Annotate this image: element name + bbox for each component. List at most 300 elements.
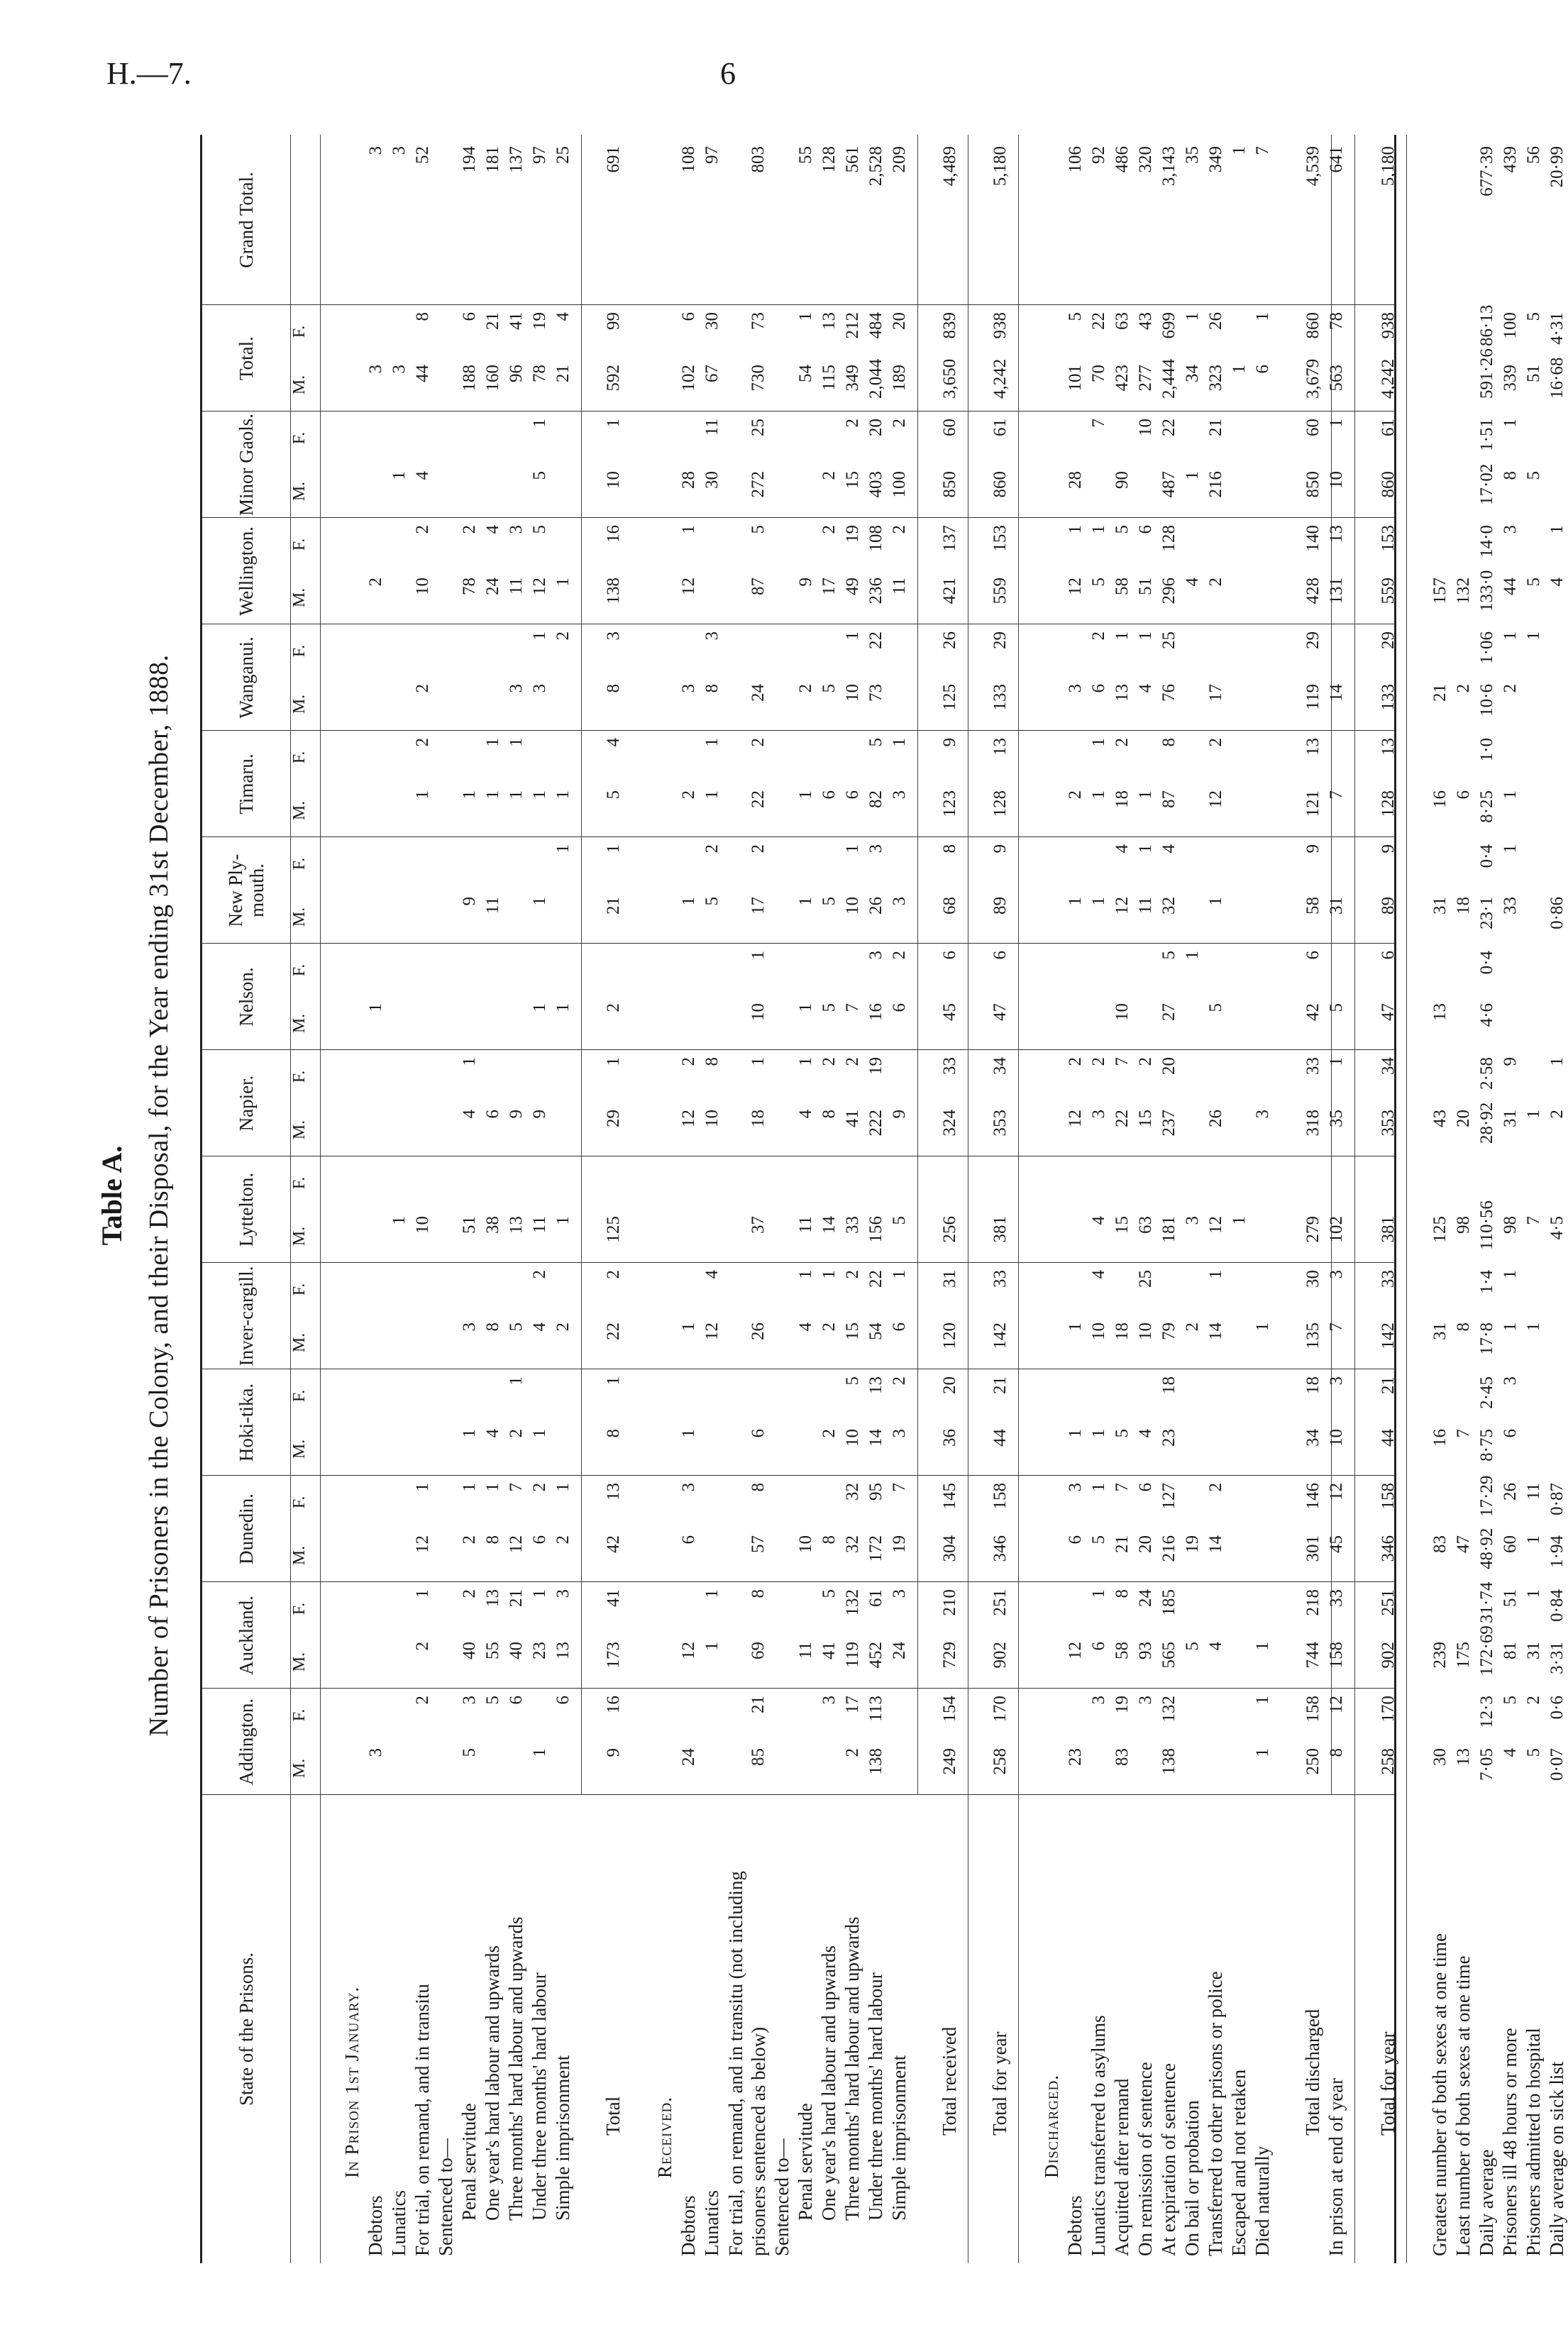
table-cell: 2 (1089, 631, 1108, 641)
table-cell: 4 (1136, 684, 1155, 693)
table-cell: 16 (604, 1696, 623, 1713)
table-cell: 20 (1136, 1535, 1155, 1553)
table-cell: 1 (1230, 146, 1249, 155)
table-cell: 7 (1253, 146, 1272, 155)
table-cell: 1 (1547, 525, 1567, 534)
table-cell: 2 (679, 790, 698, 800)
table-cell: 6 (483, 1110, 502, 1119)
table-cell: 2 (749, 738, 768, 747)
table-cell: 13 (1430, 1003, 1450, 1021)
table-cell: 93 (1136, 1642, 1155, 1659)
table-cell: 102 (679, 365, 698, 392)
table-cell: 677·39 (1477, 146, 1496, 197)
table-cell: 1 (1206, 1270, 1225, 1279)
table-cell: 81 (1501, 1642, 1520, 1659)
table-cell: 1 (1253, 312, 1272, 321)
table-cell: 98 (1454, 1216, 1473, 1234)
table-cell: 11 (1136, 897, 1155, 915)
table-cell: 135 (1303, 1322, 1323, 1349)
table-cell: 1 (1501, 790, 1520, 800)
table-cell: 1 (1501, 419, 1520, 428)
table-cell: 4 (1501, 1748, 1520, 1757)
female-subheader: F. (290, 1496, 309, 1509)
table-cell: 2 (890, 419, 909, 428)
table-cell: 25 (1159, 631, 1178, 649)
table-cell: 5 (1524, 1748, 1543, 1757)
table-cell: 10 (843, 897, 862, 915)
table-cell: 13 (866, 1376, 885, 1394)
sex-subheader (290, 944, 319, 1050)
row-label: Under three months' hard labour (865, 1972, 886, 2221)
table-cell: 31 (1501, 1110, 1520, 1127)
female-subheader: F. (290, 644, 309, 658)
table-cell: 1 (553, 578, 573, 587)
table-cell: 51 (1136, 578, 1155, 595)
table-cell: 181 (1159, 1216, 1178, 1243)
table-cell: 121 (1303, 790, 1323, 817)
table-cell: 97 (702, 146, 722, 164)
table-cell: 1 (1501, 1270, 1520, 1279)
table-cell: 2 (1112, 738, 1132, 747)
section-heading: In Prison 1st January. (341, 1986, 363, 2178)
table-cell: 22 (1089, 312, 1108, 330)
table-cell: 487 (1159, 471, 1178, 498)
table-cell: 44 (990, 1429, 1010, 1447)
table-cell: 108 (866, 525, 885, 552)
table-cell: 5 (890, 1216, 909, 1225)
table-cell: 28 (1066, 471, 1085, 489)
female-subheader: F. (290, 431, 309, 445)
table-cell: 5,180 (990, 146, 1010, 187)
table-cell: 0·87 (1547, 1483, 1567, 1515)
table-cell: 1 (483, 738, 502, 747)
table-cell: 8 (483, 1535, 502, 1545)
female-subheader: F. (290, 1389, 309, 1403)
table-cell: 12 (1066, 1110, 1085, 1127)
table-cell: 2 (413, 1696, 432, 1705)
row-label: Transferred to other prisons or police (1205, 1971, 1226, 2256)
table-cell: 18 (1303, 1376, 1323, 1394)
table-cell: 44 (413, 365, 432, 382)
table-cell: 13 (1379, 738, 1398, 756)
table-cell: 25 (749, 419, 768, 436)
table-cell: 82 (866, 790, 885, 808)
table-cell: 237 (1159, 1110, 1178, 1137)
table-cell: 2,044 (866, 358, 885, 399)
table-cell: 3 (366, 365, 385, 374)
table-cell: 272 (749, 471, 768, 498)
table-cell: 5 (749, 525, 768, 534)
table-cell: 68 (940, 897, 959, 915)
table-cell: 8 (940, 844, 959, 854)
table-cell: 1·06 (1477, 631, 1496, 664)
table-cell: 158 (1303, 1696, 1323, 1723)
table-cell: 14 (866, 1429, 885, 1447)
table-cell: 18 (749, 1110, 768, 1127)
row-rule (1018, 135, 1019, 2263)
table-cell: 6 (1501, 1429, 1520, 1438)
table-cell: 102 (1327, 1216, 1346, 1243)
table-cell: 1 (1089, 897, 1108, 906)
table-cell: 1 (530, 790, 549, 800)
table-cell: 33 (1327, 1589, 1346, 1607)
table-cell: 209 (890, 146, 909, 173)
table-cell: 110·56 (1477, 1200, 1496, 1250)
table-cell: 5,180 (1379, 146, 1398, 187)
table-cell: 170 (1379, 1696, 1398, 1723)
table-cell: 860 (1379, 471, 1398, 498)
table-cell: 21 (1112, 1535, 1132, 1553)
table-cell: 33 (1303, 1057, 1323, 1075)
column-header: Lyttelton. (236, 1172, 257, 1247)
table-cell: 212 (843, 312, 862, 339)
row-label: On bail or probation (1181, 2100, 1203, 2256)
table-cell: 70 (1089, 365, 1108, 382)
table-cell: 5 (1327, 1003, 1346, 1012)
table-cell: 1 (1327, 419, 1346, 428)
table-cell: 1 (1112, 631, 1132, 641)
table-cell: 1 (460, 1057, 479, 1066)
table-cell: 132 (1159, 1696, 1178, 1723)
male-subheader: M. (290, 1439, 309, 1459)
table-cell: 6 (819, 790, 839, 800)
table-cell: 6 (679, 312, 698, 321)
row-label: Sentenced to— (771, 2138, 793, 2256)
table-cell: 125 (604, 1216, 623, 1243)
table-cell: 1 (507, 738, 526, 747)
table-cell: 6 (940, 951, 959, 960)
sex-subheader (290, 305, 319, 411)
table-cell: 21 (1430, 684, 1450, 702)
table-cell: 142 (990, 1322, 1010, 1349)
table-cell: 11 (702, 419, 722, 436)
table-cell: 138 (866, 1748, 885, 1775)
table-cell: 12 (1206, 1216, 1225, 1234)
table-cell: 902 (990, 1642, 1010, 1669)
table-cell: 83 (1112, 1748, 1132, 1766)
table-cell: 21 (604, 897, 623, 915)
row-rule (1406, 135, 1407, 2263)
table-cell: 902 (1379, 1642, 1398, 1669)
table-cell: 15 (1136, 1110, 1155, 1127)
table-cell: 3 (1089, 1696, 1108, 1705)
table-cell: 12 (1327, 1696, 1346, 1713)
table-cell: 236 (866, 578, 885, 604)
table-cell: 6 (1089, 684, 1108, 693)
column-header: Total. (236, 336, 257, 380)
table-cell: 10 (1327, 471, 1346, 489)
table-cell: 318 (1303, 1110, 1323, 1137)
table-cell: 10 (1089, 1322, 1108, 1340)
row-label: Prisoners admitted to hospital (1523, 2028, 1544, 2256)
table-cell: 222 (866, 1110, 885, 1137)
table-cell: 2 (460, 1589, 479, 1598)
table-cell: 4,489 (940, 146, 959, 187)
table-cell: 6 (1253, 365, 1272, 374)
table-cell: 10 (413, 1216, 432, 1234)
table-cell: 13 (1303, 738, 1323, 756)
table-cell: 67 (702, 365, 722, 382)
table-cell: 1 (796, 897, 815, 906)
table-cell: 1 (843, 631, 862, 641)
table-cell: 5 (1112, 525, 1132, 534)
table-cell: 79 (1159, 1322, 1178, 1340)
table-cell: 12 (413, 1535, 432, 1553)
table-cell: 1 (460, 790, 479, 800)
table-cell: 803 (749, 146, 768, 173)
table-cell: 7 (843, 1003, 862, 1012)
table-cell: 4,539 (1303, 146, 1323, 187)
table-cell: 691 (604, 146, 623, 173)
table-cell: 296 (1159, 578, 1178, 604)
table-cell: 3 (1501, 1376, 1520, 1386)
table-cell: 320 (1136, 146, 1155, 173)
row-label: Three months' hard labour and upwards (505, 1916, 526, 2221)
table-cell: 30 (1430, 1748, 1450, 1766)
table-cell: 6 (507, 1696, 526, 1705)
table-cell: 47 (990, 1003, 1010, 1021)
table-cell: 591·26 (1477, 348, 1496, 399)
table-cell: 1 (679, 897, 698, 906)
table-cell: 339 (1501, 365, 1520, 392)
table-cell: 2 (553, 1322, 573, 1332)
table-cell: 210 (940, 1589, 959, 1616)
table-cell: 1 (507, 1376, 526, 1386)
table-cell: 301 (1303, 1535, 1323, 1562)
table-cell: 160 (483, 365, 502, 392)
table-cell: 17 (1206, 684, 1225, 702)
table-cell: 23·1 (1477, 897, 1496, 929)
table-cell: 1 (530, 1589, 549, 1598)
table-cell: 2 (553, 631, 573, 641)
table-cell: 9 (1379, 844, 1398, 854)
table-cell: 1 (702, 790, 722, 800)
table-cell: 34 (1183, 365, 1202, 382)
row-label: Debtors (678, 2195, 699, 2256)
table-cell: 1·94 (1547, 1535, 1567, 1568)
table-cell: 125 (940, 684, 959, 711)
table-cell: 10 (1136, 1322, 1155, 1340)
table-cell: 13 (1112, 684, 1132, 702)
table-cell: 8 (749, 1589, 768, 1598)
table-cell: 5 (604, 790, 623, 800)
table-cell: 1 (553, 1003, 573, 1012)
table-cell: 381 (990, 1216, 1010, 1243)
table-cell: 1 (530, 1748, 549, 1757)
table-cell: 63 (1136, 1216, 1155, 1234)
table-cell: 2 (819, 1322, 839, 1332)
table-cell: 4,242 (1379, 358, 1398, 399)
column-rule (202, 1049, 1394, 1050)
table-cell: 15 (843, 1322, 862, 1340)
sex-subheader (290, 518, 319, 624)
table-cell: 13 (604, 1483, 623, 1501)
table-cell: 3 (890, 790, 909, 800)
table-cell: 5 (483, 1696, 502, 1705)
table-cell: 96 (507, 365, 526, 382)
table-cell: 1 (530, 1003, 549, 1012)
table-cell: 353 (1379, 1110, 1398, 1137)
table-cell: 13 (990, 738, 1010, 756)
column-rule (202, 836, 1394, 837)
table-cell: 1 (553, 790, 573, 800)
table-cell: 8 (604, 1429, 623, 1438)
table-cell: 28 (679, 471, 698, 489)
table-cell: 1 (1136, 631, 1155, 641)
table-cell: 30 (702, 471, 722, 489)
table-cell: 1 (1089, 1483, 1108, 1492)
table-cell: 699 (1159, 312, 1178, 339)
table-cell: 41 (604, 1589, 623, 1607)
table-cell: 1 (1136, 790, 1155, 800)
table-cell: 9 (796, 578, 815, 587)
table-cell: 1 (1253, 1322, 1272, 1332)
table-cell: 2 (1501, 684, 1520, 693)
table-cell: 349 (1206, 146, 1225, 173)
table-cell: 3 (366, 146, 385, 155)
table-cell: 8 (819, 1110, 839, 1119)
table-cell: 2 (749, 844, 768, 854)
table-cell: 2 (413, 525, 432, 534)
table-cell: 133 (990, 684, 1010, 711)
table-cell: 131 (1327, 578, 1346, 604)
table-cell: 0·07 (1547, 1748, 1567, 1781)
table-cell: 138 (604, 578, 623, 604)
table-cell: 35 (1183, 146, 1202, 164)
table-cell: 3 (890, 897, 909, 906)
table-cell: 158 (1327, 1642, 1346, 1669)
table-cell: 2 (1066, 1057, 1085, 1066)
table-cell: 4 (460, 1110, 479, 1119)
table-cell: 30 (702, 312, 722, 330)
table-cell: 18 (1112, 790, 1132, 808)
table-caption: Number of Prisoners in the Colony, and their Disposal, for the Year ending 31st December, 1888. (144, 654, 174, 1737)
table-cell: 13 (819, 312, 839, 330)
table-cell: 403 (866, 471, 885, 498)
table-cell: 277 (1136, 365, 1155, 392)
table-cell: 5 (1066, 312, 1085, 321)
sex-subheader (290, 1369, 319, 1476)
table-cell: 45 (940, 1003, 959, 1021)
table-cell: 9 (1501, 1057, 1520, 1066)
table-cell: 2 (413, 738, 432, 747)
table-cell: 58 (1303, 897, 1323, 915)
table-cell: 486 (1112, 146, 1132, 173)
column-header: Grand Total. (236, 172, 257, 268)
table-cell: 5 (1183, 1642, 1202, 1651)
table-cell: 138 (1159, 1748, 1178, 1775)
table-cell: 154 (940, 1696, 959, 1723)
table-cell: 127 (1159, 1483, 1178, 1510)
table-cell: 2 (530, 1483, 549, 1492)
table-cell: 1 (749, 1057, 768, 1066)
table-cell: 6 (1066, 1535, 1085, 1545)
table-cell: 19 (530, 312, 549, 330)
table-cell: 78 (530, 365, 549, 382)
table-cell: 188 (460, 365, 479, 392)
table-cell: 1·51 (1477, 419, 1496, 451)
table-cell: 98 (1501, 1216, 1520, 1234)
column-rule (202, 304, 1394, 305)
table-cell: 89 (1379, 897, 1398, 915)
table-cell: 592 (604, 365, 623, 392)
column-header: Minor Gaols. (236, 414, 257, 516)
table-cell: 25 (553, 146, 573, 164)
table-cell: 5 (866, 738, 885, 747)
table-cell: 15 (843, 471, 862, 489)
table-cell: 4 (796, 1110, 815, 1119)
table-cell: 6 (843, 790, 862, 800)
table-cell: 40 (460, 1642, 479, 1659)
table-cell: 146 (1303, 1483, 1323, 1510)
table-cell: 938 (990, 312, 1010, 339)
table-cell: 1 (1524, 631, 1543, 641)
table-cell: 1 (1547, 1057, 1567, 1066)
table-cell: 2,444 (1159, 358, 1178, 399)
table-cell: 43 (1430, 1110, 1450, 1127)
row-label: Lunatics (388, 2190, 409, 2256)
table-cell: 1 (796, 790, 815, 800)
male-subheader: M. (290, 1226, 309, 1247)
table-cell: 61 (990, 419, 1010, 436)
table-cell: 14·0 (1477, 525, 1496, 558)
table-cell: 4 (483, 1429, 502, 1438)
table-cell: 484 (866, 312, 885, 339)
table-cell: 3 (553, 1589, 573, 1598)
table-cell: 11 (483, 897, 502, 915)
male-subheader: M. (290, 1332, 309, 1353)
table-cell: 125 (1430, 1216, 1450, 1243)
table-cell: 26 (749, 1322, 768, 1340)
table-cell: 29 (990, 631, 1010, 649)
section-heading: Received. (654, 2096, 675, 2178)
table-cell: 1 (1230, 365, 1249, 374)
row-label: Daily average (1476, 2149, 1497, 2256)
table-cell: 3 (1253, 1110, 1272, 1119)
table-cell: 2 (702, 844, 722, 854)
table-cell: 1 (796, 1057, 815, 1066)
table-cell: 2 (604, 1003, 623, 1012)
table-cell: 10 (749, 1003, 768, 1021)
female-subheader: F. (290, 325, 309, 338)
table-cell: 216 (1206, 471, 1225, 498)
table-cell: 26 (1501, 1483, 1520, 1501)
table-cell: 2 (413, 1642, 432, 1651)
row-label: Total discharged (1302, 2009, 1323, 2136)
table-cell: 1 (460, 1483, 479, 1492)
table-cell: 1 (1524, 1535, 1543, 1545)
sex-subheader (290, 1476, 319, 1582)
table-cell: 51 (1501, 1589, 1520, 1607)
male-subheader: M. (290, 1758, 309, 1779)
table-cell: 7 (1112, 1057, 1132, 1066)
table-cell: 13 (553, 1642, 573, 1659)
table-cell: 8·25 (1477, 790, 1496, 823)
table-cell: 128 (1159, 525, 1178, 552)
table-cell: 44 (1501, 578, 1520, 595)
column-header: Addington. (236, 1698, 257, 1786)
table-cell: 6 (1136, 525, 1155, 534)
table-cell: 256 (940, 1216, 959, 1243)
table-cell: 133·0 (1477, 570, 1496, 612)
table-cell: 21 (1206, 419, 1225, 436)
table-cell: 5 (819, 684, 839, 693)
male-subheader: M. (290, 907, 309, 927)
table-cell: 1 (604, 844, 623, 854)
table-cell: 5 (819, 897, 839, 906)
sex-subheader (290, 1263, 319, 1369)
table-cell: 1 (530, 419, 549, 428)
